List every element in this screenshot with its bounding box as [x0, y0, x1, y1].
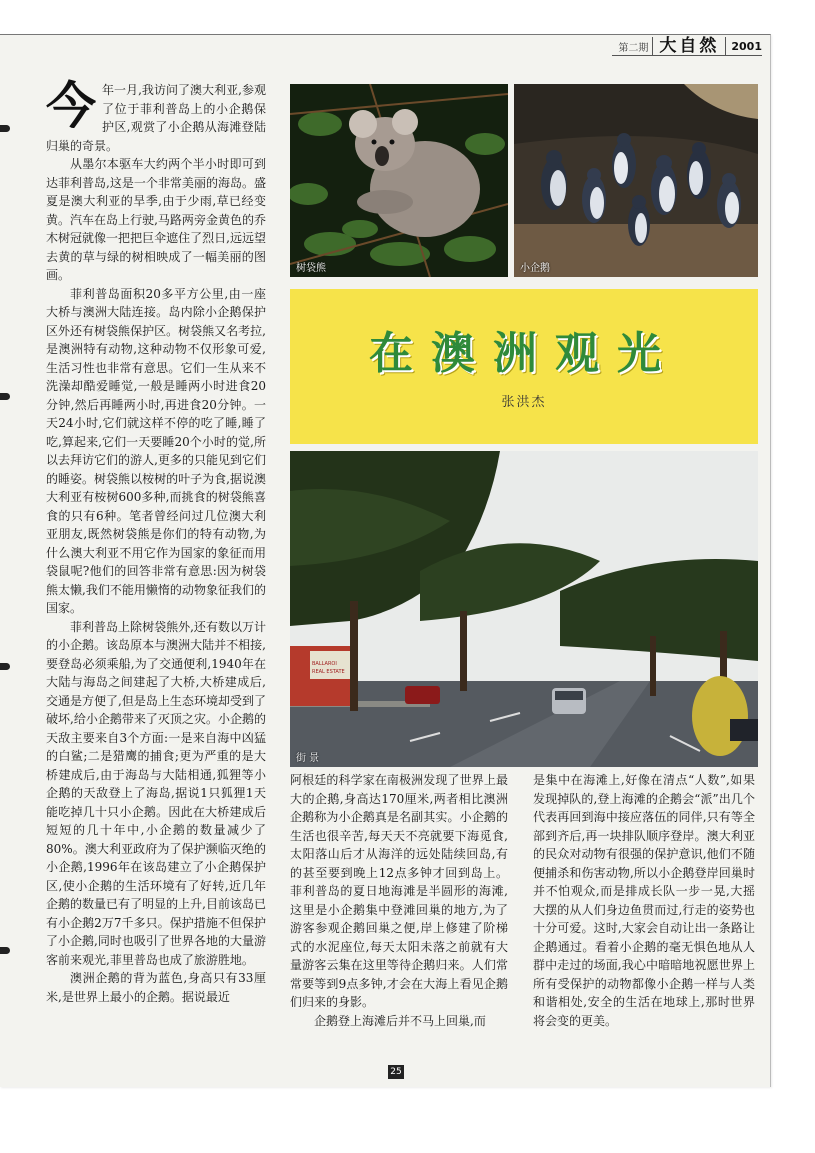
year-label: 2001 [731, 39, 762, 53]
paragraph: 今年一月,我访问了澳大利亚,参观了位于菲利普岛上的小企鹅保护区,观赏了小企鹅从海滩登陆归巢的奇景。 [46, 76, 266, 153]
shop-sign: BALLAROI [312, 661, 337, 667]
drop-cap: 今 [46, 76, 96, 135]
paragraph: 企鹅登上海滩后并不马上回巢,而 [314, 1013, 486, 1028]
binding-hole [0, 393, 10, 400]
binding-hole [0, 125, 10, 132]
paragraph: 阿根廷的科学家在南极洲发现了世界上最大的企鹅,身高达170厘米,两者相比澳洲企鹅称为小企鹅真是名副其实。小企鹅的生活也很辛苦,每天天不亮就要下海觅食,太阳落山后才从海洋的远处陆续回岛,有的甚至要到晚上12点多钟才回到岛上。菲利普岛的夏日地海滩是半圆形的海滩,这里是小企鹅集中登滩回巢的地方,为了游客参观企鹅回巢之便,岸上修建了阶梯式的水泥座位,每天太阳未落之前就有大量游客云集在这里等待企鹅归来。人们常常要等到9点多钟,才会在大海上看见企鹅们归来的身影。 [290, 773, 508, 1009]
magazine-name: 大自然 [652, 37, 726, 55]
paragraph: 菲利普岛面积20多平方公里,由一座大桥与澳洲大陆连接。岛内除小企鹅保护区外还有树袋熊保护区。树袋熊又名考拉,是澳洲特有动物,这种动物不仅形象可爱,生活习性也非常有意思。它们一生从来不洗澡却酷爱睡觉,一般是睡两小时进食20分钟,然后再睡两小时,再进食20分钟。一天24小时,它们就这样不停的吃了睡,睡了吃,算起来,它们一天要睡20个小时的觉,所以去拜访它们的游人,更多的只能见到它们的睡姿。树袋熊以桉树的叶子为食,据说澳大利亚有桉树600多种,而挑食的树袋熊喜食的只有6种。笔者曾经问过几位澳大利亚朋友,既然树袋熊是你们的特有动物,为什么澳大利亚不用它作为国家的象征而用袋鼠呢?他们的回答非常有意思:因为树袋熊太懒,我们不能用懒惰的动物象征我们的国家。 [46, 286, 266, 615]
paragraph: 从墨尔本驱车大约两个半小时即可到达菲利普岛,这是一个非常美丽的海岛。盛夏是澳大利亚的旱季,由于少雨,草已经变黄。汽车在岛上行驶,马路两旁金黄色的乔木树冠就像一把把巨伞遮住了烈日,远远望去黄的草与绿的树相映成了一幅美丽的图画。 [46, 157, 266, 282]
binding-hole [0, 947, 10, 954]
title-banner [290, 289, 758, 444]
koala-caption: 树袋熊 [296, 263, 326, 274]
text-column-3 [533, 771, 755, 1030]
article-title: 在澳洲观光 [369, 328, 679, 379]
issue-label: 第二期 [618, 42, 649, 54]
text-column-2 [290, 771, 508, 1030]
paragraph: 菲利普岛上除树袋熊外,还有数以万计的小企鹅。该岛原本与澳洲大陆并不相接,要登岛必须乘船,为了交通便利,1940年在大陆与海岛之间建起了大桥,大桥建成后,交通是方便了,但是岛上生态环境却受到了破坏,给小企鹅带来了灭顶之灾。小企鹅的天敌主要来自3个方面:一是来自海中凶猛的白鲨;二是猎鹰的捕食;更为严重的是大桥建成后,由于海岛与大陆相通,狐狸等小企鹅的天敌登上了海岛,据说1只狐狸1天能吃掉几十只小企鹅。因此在大桥建成后短短的几十年中,小企鹅的数量减少了80%。澳大利亚政府为了保护濒临灭绝的小企鹅,1996年在该岛建立了小企鹅保护区,使小企鹅的生活环境有了好转,近几年企鹅的数量已有了明显的上升,目前该岛已有小企鹅2万7千多只。保护措施不但保护了小企鹅,同时也吸引了世界各地的大量游客前来观光,菲里普岛也成了旅游胜地。 [46, 619, 266, 967]
penguin-photo [514, 84, 758, 277]
street-photo [290, 451, 758, 767]
penguin-caption: 小企鹅 [520, 263, 550, 274]
koala-photo [290, 84, 508, 277]
paragraph: 是集中在海滩上,好像在清点“人数”,如果发现掉队的,登上海滩的企鹅会“派”出几个代表再回到海中接应落伍的同伴,只有等全部到齐后,再一块排队顺序登岸。澳大利亚的民众对动物有很强的保护意识,他们不随便捕杀和伤害动物,所以小企鹅登岸回巢时并不怕观众,而是排成长队一步一晃,大摇大摆的从人们身边鱼贯而过,行走的姿势也十分可爱。这时,大家会自动让出一条路让企鹅通过。看着小企鹅的毫无惧色地从人群中走过的场面,我心中暗暗地祝愿世界上所有受保护的动物都像小企鹅一样与人类和谐相处,安全的生活在地球上,那时世界将会变的更美。 [533, 773, 755, 1028]
binding-hole [0, 663, 10, 670]
paragraph: 澳洲企鹅的背为蓝色,身高只有33厘米,是世界上最小的企鹅。据说最近 [46, 971, 266, 1004]
header-rule [612, 55, 762, 56]
article-author: 张洪杰 [501, 395, 547, 410]
street-caption: 街 景 [296, 753, 320, 764]
shop-sign-2: REAL ESTATE [312, 669, 345, 675]
text-column-1 [46, 76, 266, 1006]
page-number: 25 [388, 1065, 404, 1079]
running-header [618, 37, 762, 55]
magazine-page [0, 34, 771, 1087]
